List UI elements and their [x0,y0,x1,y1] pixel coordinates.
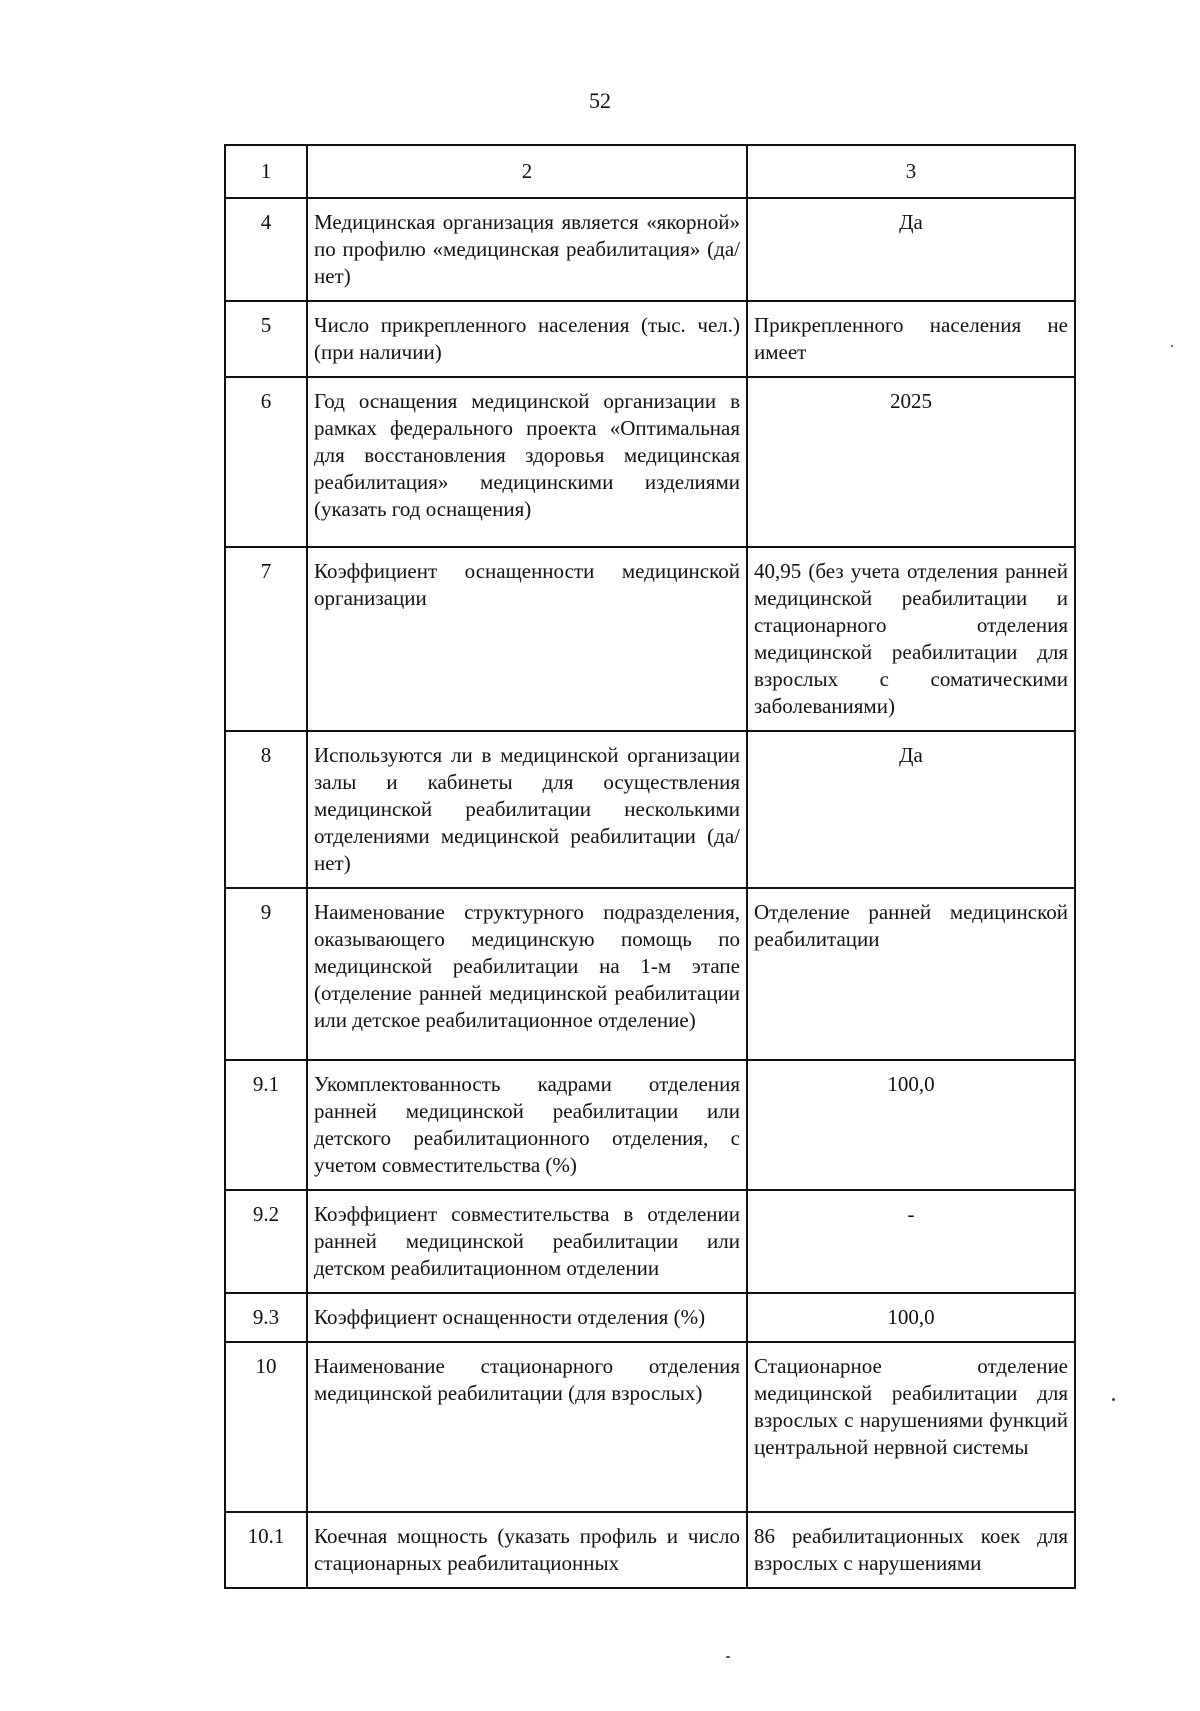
row-number: 9.3 [225,1293,307,1342]
row-number: 6 [225,377,307,547]
row-number: 9.1 [225,1060,307,1190]
row-value: Отделение ранней медицинской реабилитации [747,888,1075,1060]
table-row [225,1512,1075,1588]
table-row [225,377,1075,547]
row-number: 4 [225,198,307,301]
header-col-2: 2 [307,145,747,198]
row-number: 9.2 [225,1190,307,1293]
row-label: Число прикрепленного населения (тыс. чел.) (при наличии) [307,301,747,377]
table-row [225,1060,1075,1190]
row-number: 10.1 [225,1512,307,1588]
scan-speck [1112,1398,1115,1401]
table-header-row [225,145,1075,198]
row-label: Используются ли в медицинской организации залы и кабинеты для осуществления медицинской реабилитации несколькими отделениями медицинской реабилитации (да/нет) [307,731,747,888]
table-row [225,1190,1075,1293]
table-row [225,1342,1075,1512]
header-col-3: 3 [747,145,1075,198]
row-number: 5 [225,301,307,377]
row-number: 8 [225,731,307,888]
row-value: Стационарное отделение медицинской реабилитации для взрослых с нарушениями функций центральной нервной системы [747,1342,1075,1512]
table-row [225,547,1075,731]
row-value: 100,0 [747,1060,1075,1190]
scan-speck [726,1656,730,1658]
row-label: Наименование структурного подразделения, оказывающего медицинскую помощь по медицинской реабилитации на 1-м этапе (отделение ранней медицинской реабилитации или детское реабилитационное отделение) [307,888,747,1060]
row-value: Да [747,198,1075,301]
row-number: 9 [225,888,307,1060]
row-label: Укомплектованность кадрами отделения ранней медицинской реабилитации или детского реабилитационного отделения, с учетом совместительства (%) [307,1060,747,1190]
row-label: Медицинская организация является «якорной» по профилю «медицинская реабилитация» (да/нет) [307,198,747,301]
row-number: 10 [225,1342,307,1512]
row-value: 40,95 (без учета отделения ранней медицинской реабилитации и стационарного отделения медицинской реабилитации для взрослых с соматическими заболеваниями) [747,547,1075,731]
row-label: Год оснащения медицинской организации в рамках федерального проекта «Оптимальная для восстановления здоровья медицинская реабилитация» медицинскими изделиями (указать год оснащения) [307,377,747,547]
table-row [225,1293,1075,1342]
row-label: Коэффициент совместительства в отделении ранней медицинской реабилитации или детском реабилитационном отделении [307,1190,747,1293]
table-row [225,731,1075,888]
row-value: - [747,1190,1075,1293]
header-col-1: 1 [225,145,307,198]
page-number: 52 [589,88,611,113]
row-label: Коечная мощность (указать профиль и число стационарных реабилитационных [307,1512,747,1588]
row-value: 86 реабилитационных коек для взрослых с нарушениями [747,1512,1075,1588]
row-number: 7 [225,547,307,731]
document-table [224,144,1076,1589]
table-row [225,301,1075,377]
row-value: 100,0 [747,1293,1075,1342]
row-value: Да [747,731,1075,888]
row-value: Прикрепленного населения не имеет [747,301,1075,377]
table-row [225,198,1075,301]
row-label: Коэффициент оснащенности отделения (%) [307,1293,747,1342]
row-label: Коэффициент оснащенности медицинской организации [307,547,747,731]
row-label: Наименование стационарного отделения медицинской реабилитации (для взрослых) [307,1342,747,1512]
table-row [225,888,1075,1060]
scan-speck [1171,345,1173,347]
row-value: 2025 [747,377,1075,547]
